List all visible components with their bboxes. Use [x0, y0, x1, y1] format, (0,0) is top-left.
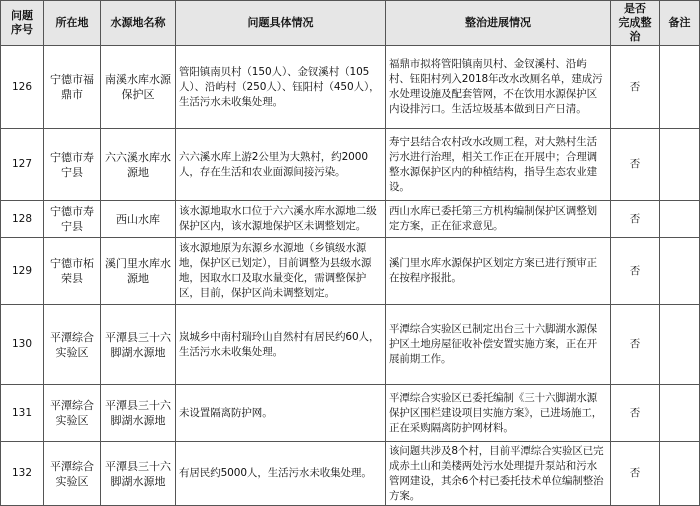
cell-issue: 该水源地原为东源乡水源地（乡镇级水源地，保护区已划定），目前调整为县级水源地，因取水口及取水量变化，需调整保护区，目前，保护区尚未调整划定。 [176, 238, 386, 305]
cell-progress: 该问题共涉及8个村，目前平潭综合实验区已完成赤土山和美楼两处污水处理提升泵站和污水管网建设，其余6个村已委托技术单位编制整治方案。 [386, 442, 611, 506]
cell-location: 平潭综合实验区 [44, 442, 101, 506]
cell-issue: 该水源地取水口位于六六溪水库水源地二级保护区内，该水源地保护区未调整划定。 [176, 201, 386, 238]
cell-done: 否 [611, 46, 660, 129]
cell-location: 平潭综合实验区 [44, 385, 101, 442]
header-seq: 问题 序号 [1, 1, 44, 46]
header-done: 是否 完成整治 [611, 1, 660, 46]
table-row [1, 305, 700, 385]
cell-source: 溪门里水库水源地 [101, 238, 176, 305]
cell-issue: 六六溪水库上游2公里为大熟村，约2000人，存在生活和农业面源间接污染。 [176, 129, 386, 201]
cell-seq: 129 [1, 238, 44, 305]
cell-source: 西山水库 [101, 201, 176, 238]
cell-note [660, 305, 700, 385]
table-row [1, 129, 700, 201]
cell-issue: 岚城乡中南村瑞玲山自然村有居民约60人，生活污水未收集处理。 [176, 305, 386, 385]
cell-source: 六六溪水库水源地 [101, 129, 176, 201]
header-note: 备注 [660, 1, 700, 46]
header-issue: 问题具体情况 [176, 1, 386, 46]
cell-seq: 127 [1, 129, 44, 201]
header-progress: 整治进展情况 [386, 1, 611, 46]
cell-done: 否 [611, 385, 660, 442]
cell-seq: 126 [1, 46, 44, 129]
table-row [1, 46, 700, 129]
cell-progress: 寿宁县结合农村改水改厕工程，对大熟村生活污水进行治理，相关工作正在开展中；合理调整水源保护区内的种植结构，指导生态农业建设。 [386, 129, 611, 201]
cell-location: 平潭综合实验区 [44, 305, 101, 385]
header-location: 所在地 [44, 1, 101, 46]
cell-seq: 132 [1, 442, 44, 506]
cell-location: 宁德市福鼎市 [44, 46, 101, 129]
cell-note [660, 129, 700, 201]
cell-seq: 131 [1, 385, 44, 442]
cell-note [660, 238, 700, 305]
cell-progress: 溪门里水库水源保护区划定方案已进行预审正在按程序报批。 [386, 238, 611, 305]
cell-source: 平潭县三十六脚湖水源地 [101, 305, 176, 385]
table-row [1, 385, 700, 442]
cell-issue: 有居民约5000人，生活污水未收集处理。 [176, 442, 386, 506]
cell-done: 否 [611, 129, 660, 201]
cell-done: 否 [611, 201, 660, 238]
cell-location: 宁德市柘荣县 [44, 238, 101, 305]
cell-done: 否 [611, 238, 660, 305]
cell-note [660, 201, 700, 238]
table-row [1, 238, 700, 305]
cell-location: 宁德市寿宁县 [44, 129, 101, 201]
cell-source: 南溪水库水源保护区 [101, 46, 176, 129]
cell-issue: 管阳镇南贝村（150人）、金钗溪村（105人）、沿屿村（250人）、钰阳村（450人），生活污水未收集处理。 [176, 46, 386, 129]
cell-progress: 平潭综合实验区已委托编制《三十六脚湖水源保护区围栏建设项目实施方案》，已进场施工，正在采购隔离防护网材料。 [386, 385, 611, 442]
cell-done: 否 [611, 305, 660, 385]
cell-seq: 128 [1, 201, 44, 238]
cell-source: 平潭县三十六脚湖水源地 [101, 385, 176, 442]
cell-progress: 平潭综合实验区已制定出台三十六脚湖水源保护区土地房屋征收补偿安置实施方案，正在开展前期工作。 [386, 305, 611, 385]
cell-progress: 福鼎市拟将管阳镇南贝村、金钗溪村、沿屿村、钰阳村列入2018年改水改厕名单，建成污水处理设施及配套管网，不在饮用水源保护区内设排污口。生活垃圾基本做到日产日清。 [386, 46, 611, 129]
table-header-row [1, 1, 700, 46]
table-row [1, 201, 700, 238]
cell-done: 否 [611, 442, 660, 506]
table-row [1, 442, 700, 506]
cell-note [660, 442, 700, 506]
cell-note [660, 385, 700, 442]
cell-source: 平潭县三十六脚湖水源地 [101, 442, 176, 506]
cell-progress: 西山水库已委托第三方机构编制保护区调整划定方案，正在征求意见。 [386, 201, 611, 238]
cell-note [660, 46, 700, 129]
cell-seq: 130 [1, 305, 44, 385]
cell-issue: 未设置隔离防护网。 [176, 385, 386, 442]
header-source: 水源地名称 [101, 1, 176, 46]
cell-location: 宁德市寿宁县 [44, 201, 101, 238]
